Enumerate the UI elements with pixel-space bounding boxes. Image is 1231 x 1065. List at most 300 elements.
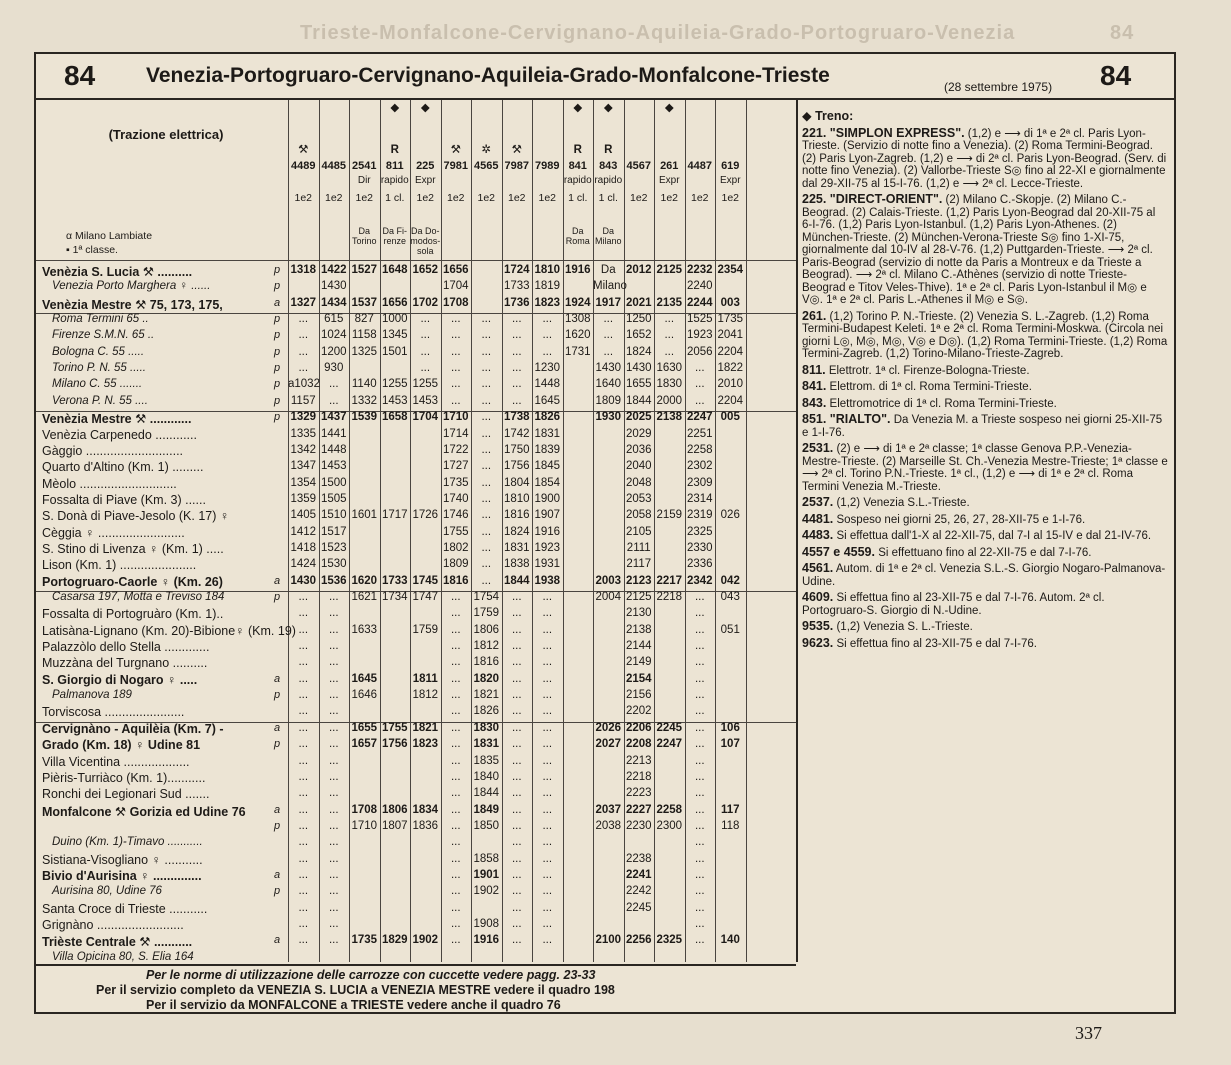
time-cell: 042 xyxy=(720,574,740,587)
time-cell: ... xyxy=(298,313,309,326)
station-name: Mèolo ............................ xyxy=(42,476,177,491)
station-name: Aurisina 80, Udine 76 xyxy=(52,885,162,898)
time-cell: 1430 xyxy=(290,574,317,587)
column-class: 1e2 xyxy=(324,192,343,204)
time-cell: ... xyxy=(450,394,461,407)
train-note-heading: 2537. xyxy=(802,495,834,509)
time-cell: 2029 xyxy=(625,427,652,440)
time-cell: ... xyxy=(694,640,705,653)
time-cell: ... xyxy=(450,623,461,636)
time-cell: 2040 xyxy=(625,460,652,473)
time-cell: 1158 xyxy=(351,329,377,342)
time-cell: 2244 xyxy=(686,296,713,309)
train-note-heading: 4609. xyxy=(802,590,834,604)
station-name: Torviscosa ....................... xyxy=(42,705,185,720)
train-note-heading: 261. xyxy=(802,308,827,323)
column-origin: Da Fi-renze xyxy=(382,226,407,246)
time-cell: 1816 xyxy=(503,509,530,522)
time-cell: ... xyxy=(511,721,522,734)
column-train-number: 7987 xyxy=(504,160,529,172)
time-cell: 1308 xyxy=(564,313,591,326)
time-cell: ... xyxy=(450,640,461,653)
station-name: Fossalta di Piave (Km. 3) ...... xyxy=(42,492,206,507)
time-cell: 2204 xyxy=(717,345,744,358)
column-symbol: ✲ xyxy=(481,144,492,156)
time-cell: 2251 xyxy=(686,427,713,440)
arrival-departure-marker: a xyxy=(274,296,281,309)
time-cell: ... xyxy=(328,819,339,832)
time-cell: 1829 xyxy=(381,934,408,947)
time-cell: 2053 xyxy=(625,492,652,505)
time-cell: 1738 xyxy=(503,411,530,424)
train-note-text: (1,2) Torino P. N.-Trieste. (2) Venezia S. L.-Zagreb. (1,2) Roma Termini-Budapest Keleti. 1ª e 2ª cl. Roma Termini-Moskwa. (Circola nei giorni L◎, M◎, M◎, V◎ e D◎). (1,2) Roma Termini-Trieste. (1,2) Roma Termini-Zagreb. (1,2) Torino-Milano-Trieste-Zagreb. xyxy=(802,310,1168,360)
time-cell: 2330 xyxy=(686,541,713,554)
time-cell: 1434 xyxy=(320,296,347,309)
train-note-text: Si effettua dall'1-X al 22-XII-75, dal 7-I al 15-IV e dal 21-IV-76. xyxy=(833,530,1152,542)
time-cell: 2202 xyxy=(625,705,652,718)
time-cell: ... xyxy=(420,362,431,375)
column-symbol: R xyxy=(573,144,582,156)
time-cell: ... xyxy=(664,329,675,342)
time-cell: 2100 xyxy=(595,934,622,947)
ghost-header-right: 84 xyxy=(1110,22,1135,44)
column-class: 1e2 xyxy=(721,192,740,204)
time-cell: ... xyxy=(542,640,553,653)
time-cell: 1250 xyxy=(625,313,652,326)
footer-line-1: Per le norme di utilizzazione delle carrozze con cuccette vedere pagg. 23-33 xyxy=(146,968,596,982)
time-cell: ... xyxy=(542,901,553,914)
train-note xyxy=(802,364,1168,378)
column-top-marker: ◆ xyxy=(420,102,430,114)
time-cell: ... xyxy=(420,345,431,358)
time-cell: 1714 xyxy=(442,427,469,440)
time-cell: 1727 xyxy=(442,460,469,473)
time-cell: 1735 xyxy=(442,476,469,489)
time-cell: 2325 xyxy=(686,525,713,538)
footer-line-3: Per il servizio da MONFALCONE a TRIESTE vedere anche il quadro 76 xyxy=(146,998,561,1012)
time-cell: 1000 xyxy=(381,313,408,326)
time-cell: 1923 xyxy=(686,329,713,342)
table-header xyxy=(36,54,1174,100)
time-cell: ... xyxy=(694,378,705,391)
time-cell: 2156 xyxy=(625,689,652,702)
time-cell: 2258 xyxy=(656,803,683,816)
time-cell: 1759 xyxy=(412,623,439,636)
arrival-departure-marker: p xyxy=(274,378,281,391)
train-note-heading: 4557 e 4559. xyxy=(802,544,875,559)
time-cell: ... xyxy=(694,721,705,734)
train-note-text: Da Venezia M. a Trieste sospeso nei giorni 25-XII-75 e 1-I-76. xyxy=(802,414,1163,439)
time-cell: 2027 xyxy=(595,738,622,751)
time-cell: 2245 xyxy=(656,721,683,734)
time-cell: 1657 xyxy=(351,738,378,751)
column-symbol: R xyxy=(390,144,399,156)
time-cell: ... xyxy=(542,934,553,947)
time-cell: ... xyxy=(328,394,339,407)
time-cell: 1453 xyxy=(320,460,347,473)
time-cell: ... xyxy=(450,689,461,702)
time-cell: 1325 xyxy=(351,345,378,358)
station-name: Grignàno ......................... xyxy=(42,918,184,932)
time-cell: ... xyxy=(511,313,522,326)
time-cell: 1902 xyxy=(473,885,500,898)
time-cell: 1821 xyxy=(473,689,500,702)
time-cell: ... xyxy=(511,836,522,849)
time-cell: 2004 xyxy=(595,591,622,603)
train-note-heading: 9623. xyxy=(802,635,834,650)
train-note xyxy=(802,620,1168,634)
time-cell: 2300 xyxy=(656,819,683,832)
column-train-type: rapido xyxy=(594,175,623,186)
column-symbol: ⚒ xyxy=(511,144,522,156)
column-origin: Da Do-modos-sola xyxy=(410,226,441,256)
station-name: Cervignàno - Aquilèia (Km. 7) - xyxy=(42,721,224,736)
time-cell: 1838 xyxy=(503,558,530,571)
time-cell: ... xyxy=(450,591,461,603)
time-cell: 2048 xyxy=(625,476,652,489)
train-note-text: Si effettua fino al 23-XII-75 e dal 7-I-76. Autom. 2ª cl. Portogruaro-S. Giorgio di N.-Udine. xyxy=(802,592,1105,617)
time-cell: ... xyxy=(542,656,553,669)
time-cell: ... xyxy=(450,378,461,391)
time-cell: 2111 xyxy=(626,541,651,554)
time-cell: ... xyxy=(298,754,309,767)
time-cell: 1708 xyxy=(442,296,469,309)
time-cell: 1854 xyxy=(534,476,561,489)
time-cell: 1824 xyxy=(503,525,530,538)
time-cell: ... xyxy=(450,329,461,342)
column-train-type: Expr xyxy=(414,175,436,186)
time-cell: ... xyxy=(694,362,705,375)
time-cell: 1523 xyxy=(320,541,347,554)
time-cell: ... xyxy=(542,868,553,881)
time-cell: ... xyxy=(481,345,492,358)
time-cell: ... xyxy=(328,803,339,816)
time-cell: 2159 xyxy=(656,509,683,522)
time-cell: 1652 xyxy=(412,264,439,276)
train-note-heading: 9535. xyxy=(802,619,834,633)
time-cell: ... xyxy=(328,640,339,653)
time-cell: 1536 xyxy=(320,574,347,587)
time-cell: ... xyxy=(664,313,675,326)
time-cell: 1756 xyxy=(503,460,530,473)
time-cell: 1821 xyxy=(412,721,439,734)
time-cell: 2041 xyxy=(717,329,744,342)
time-cell: ... xyxy=(481,443,492,456)
page-number: 337 xyxy=(1075,1023,1102,1043)
time-cell: 1839 xyxy=(534,443,561,456)
column-train-number: 811 xyxy=(385,160,404,172)
time-cell: ... xyxy=(542,803,553,816)
time-cell: 1831 xyxy=(503,541,530,554)
train-note-text: (2) e ⟶ di 1ª e 2ª classe; 1ª classe Genova P.P.-Venezia-Mestre-Trieste. (2) Marseille St. Ch.-Venezia Mestre-Trieste; 1ª classe e ⟶ 2ª cl. Torino P.N.-Trieste. 1ª cl., (1,2) e ⟶ di 1ª e 2ª cl. Roma Termini Venezia M.-Trieste. xyxy=(802,443,1168,493)
arrival-departure-marker: p xyxy=(274,411,281,424)
time-cell: 1747 xyxy=(412,591,439,603)
time-cell: 2154 xyxy=(625,672,652,685)
time-cell: ... xyxy=(511,705,522,718)
station-name: Venèzia Mestre ⚒ ............ xyxy=(42,412,192,427)
train-note-heading: 851. "RIALTO". xyxy=(802,412,891,426)
time-cell: ... xyxy=(694,852,705,865)
time-cell: 2336 xyxy=(686,558,713,571)
time-cell: 2144 xyxy=(625,640,652,653)
train-note-text: (2) Milano C.-Skopje. (2) Milano C.-Beograd. (2) Calais-Trieste. (1,2) Paris Lyon-Beograd dal 20-XII-75 al 6-I-76. (1,2) Paris Lyon-Istanbul. (1,2) Paris Lyon-Athenes. (2) München-Trieste. (2) München-Verona-Trieste S◎ fino 1-XI-75, giornalmente dal 10-IV al 28-V-76. (1,2) Puttgarden-Trieste. ⟶ 2ª cl. Paris-Beograd (servizio di notte da Paris a Montreux e da Trieste a Beograd). ⟶ 2ª cl. Milano C.-Athènes (servizio di notte Trieste-Beograd e Titov Veles-Thive). 1ª e 2ª cl. Paris Lyon-Istanbul il M◎ e V◎. 1ª e 2ª cl. Paris L.-Athenes il M◎ e S◎. xyxy=(802,194,1156,306)
time-cell: 2012 xyxy=(625,264,652,276)
time-cell: 2241 xyxy=(625,868,652,881)
time-cell: 2123 xyxy=(625,574,652,587)
time-cell: ... xyxy=(511,885,522,898)
time-cell: 1907 xyxy=(534,509,561,522)
time-cell: 1332 xyxy=(351,394,378,407)
time-cell: ... xyxy=(298,329,309,342)
time-cell: ... xyxy=(481,525,492,538)
time-cell: 1704 xyxy=(412,411,439,424)
arrival-departure-marker: p xyxy=(274,362,281,375)
column-class: 1 cl. xyxy=(385,192,405,204)
train-note-text: (1,2) e ⟶ di 1ª e 2ª cl. Paris Lyon-Trieste. (Servizio di notte fino a Venezia). (2) Roma Termini-Beograd. (2) Paris Lyon-Zagreb. (1,2) e ⟶ di 2ª cl. Paris Lyon-Beograd. (Serv. di notte fino Venezia). (2) Vallorbe-Trieste S◎ fino al 22-XI e giornalmente dal 29-XII-75 al 15-I-76. (1,2) e ⟶ 2ª cl. Lecce-Trieste. xyxy=(802,127,1167,190)
column-train-number: 843 xyxy=(599,160,618,172)
station-name: Ronchi dei Legionari Sud ....... xyxy=(42,787,210,802)
time-cell: ... xyxy=(328,885,339,898)
arrival-departure-marker: p xyxy=(274,280,281,293)
train-note xyxy=(802,442,1168,493)
time-cell: 2003 xyxy=(595,574,622,587)
time-cell: 1740 xyxy=(442,492,469,505)
table-number-left: 84 xyxy=(64,60,96,91)
train-note xyxy=(802,591,1168,617)
time-cell: 1354 xyxy=(290,476,317,489)
time-cell: ... xyxy=(694,819,705,832)
column-class: 1e2 xyxy=(538,192,557,204)
arrival-departure-marker: p xyxy=(274,819,281,832)
time-cell: ... xyxy=(481,313,492,326)
time-cell: ... xyxy=(328,754,339,767)
station-name: Cèggia ♀ ......................... xyxy=(42,525,185,540)
time-cell: 1812 xyxy=(473,640,500,653)
time-cell: 1329 xyxy=(290,411,317,424)
train-note-text: Sospeso nei giorni 25, 26, 27, 28-XII-75 e 1-I-76. xyxy=(833,513,1086,526)
station-name: Sistiana-Visogliano ♀ ........... xyxy=(42,852,203,867)
column-class: 1 cl. xyxy=(568,192,588,204)
time-cell: 1916 xyxy=(564,264,591,276)
time-cell: 1823 xyxy=(534,296,561,309)
time-cell: 2223 xyxy=(625,787,652,800)
time-cell: 107 xyxy=(720,738,740,751)
time-cell: 1430 xyxy=(320,280,347,293)
time-cell: ... xyxy=(328,623,339,636)
column-train-number: 619 xyxy=(721,160,740,172)
time-cell: 1806 xyxy=(381,803,408,816)
column-class: 1e2 xyxy=(507,192,526,204)
time-cell: ... xyxy=(328,934,339,947)
train-note-heading: 841. xyxy=(802,379,827,393)
timetable-frame xyxy=(34,52,1176,1014)
time-cell: 1908 xyxy=(473,918,500,930)
time-cell: 2038 xyxy=(595,819,622,832)
time-cell: ... xyxy=(542,591,553,603)
time-cell: ... xyxy=(511,787,522,800)
time-cell: 1200 xyxy=(320,345,347,358)
time-cell: Milano xyxy=(593,280,627,293)
station-name: S. Donà di Piave-Jesolo (K. 17) ♀ xyxy=(42,509,230,524)
time-cell: ... xyxy=(694,394,705,407)
time-cell: 1448 xyxy=(534,378,561,391)
time-cell: ... xyxy=(542,819,553,832)
time-cell: ... xyxy=(694,705,705,718)
station-name: Fossalta di Portogruàro (Km. 1).. xyxy=(42,607,224,622)
time-cell: 1802 xyxy=(442,541,469,554)
time-cell: ... xyxy=(450,836,461,849)
column-train-number: 2541 xyxy=(352,160,377,172)
time-cell: 1924 xyxy=(564,296,591,309)
train-note xyxy=(802,310,1168,361)
station-name: Quarto d'Altino (Km. 1) ......... xyxy=(42,460,204,475)
time-cell: ... xyxy=(450,852,461,865)
time-cell: 1930 xyxy=(595,411,622,424)
time-cell: 1746 xyxy=(442,509,469,522)
time-cell: 1505 xyxy=(320,492,347,505)
time-cell: 2037 xyxy=(595,803,622,816)
time-cell: 1646 xyxy=(351,689,378,702)
time-cell: 1917 xyxy=(595,296,622,309)
time-cell: 1418 xyxy=(290,541,317,554)
time-cell: ... xyxy=(511,868,522,881)
column-class: 1e2 xyxy=(416,192,435,204)
time-cell: ... xyxy=(298,738,309,751)
time-cell: 1822 xyxy=(717,362,744,375)
column-train-number: 841 xyxy=(568,160,587,172)
time-cell: ... xyxy=(298,770,309,783)
time-cell: 1648 xyxy=(381,264,408,276)
time-cell: 2325 xyxy=(656,934,683,947)
time-cell: ... xyxy=(511,362,522,375)
time-cell: 1722 xyxy=(442,443,469,456)
column-top-marker: ◆ xyxy=(664,102,674,114)
time-cell: ... xyxy=(481,541,492,554)
column-origin: Da Roma xyxy=(565,226,590,246)
train-note xyxy=(802,513,1168,527)
time-cell: 1754 xyxy=(473,591,500,603)
train-note xyxy=(802,380,1168,394)
time-cell: a1032 xyxy=(288,378,320,391)
arrival-departure-marker: p xyxy=(274,885,281,898)
time-cell: ... xyxy=(511,852,522,865)
column-train-number: 4489 xyxy=(291,160,316,172)
time-cell: ... xyxy=(328,738,339,751)
time-cell: 140 xyxy=(720,934,740,947)
train-note-text: Elettromotrice di 1ª cl. Roma Termini-Trieste. xyxy=(826,397,1057,410)
train-note xyxy=(802,529,1168,543)
time-cell: 1806 xyxy=(473,623,500,636)
time-cell: ... xyxy=(694,868,705,881)
arrival-departure-marker: p xyxy=(274,394,281,407)
time-cell: 1640 xyxy=(595,378,622,391)
time-cell: 1345 xyxy=(381,329,408,342)
time-cell: ... xyxy=(664,345,675,358)
time-cell: 1938 xyxy=(534,574,561,587)
time-cell: ... xyxy=(694,656,705,669)
time-cell: ... xyxy=(694,591,705,603)
time-cell: ... xyxy=(511,329,522,342)
column-train-number: 261 xyxy=(660,160,679,172)
time-cell: ... xyxy=(450,918,461,930)
time-cell: ... xyxy=(694,803,705,816)
time-cell: 1745 xyxy=(412,574,439,587)
time-cell: ... xyxy=(450,672,461,685)
time-cell: ... xyxy=(542,313,553,326)
arrival-departure-marker: a xyxy=(274,721,281,734)
time-cell: 1335 xyxy=(290,427,317,440)
time-cell: ... xyxy=(298,868,309,881)
column-class: 1e2 xyxy=(629,192,648,204)
column-origin: Da Milano xyxy=(594,226,622,246)
arrival-departure-marker: a xyxy=(274,868,281,881)
station-name: Venèzia Mestre ⚒ 75, 173, 175, xyxy=(42,297,223,312)
time-cell: 2230 xyxy=(625,819,652,832)
time-cell: ... xyxy=(481,378,492,391)
time-cell: ... xyxy=(542,329,553,342)
time-cell: ... xyxy=(542,885,553,898)
time-cell: ... xyxy=(450,868,461,881)
time-cell: 2138 xyxy=(656,411,683,424)
time-cell: 2309 xyxy=(686,476,713,489)
time-cell: 1412 xyxy=(290,525,317,538)
time-cell: 1655 xyxy=(625,378,652,391)
column-train-number: 7981 xyxy=(443,160,468,172)
train-note-heading: 4481. xyxy=(802,511,834,526)
time-cell: 1710 xyxy=(351,819,378,832)
time-cell: 1537 xyxy=(351,296,378,309)
time-cell: 1836 xyxy=(412,819,439,832)
time-cell: 1437 xyxy=(320,411,347,424)
time-cell: 2125 xyxy=(656,264,683,276)
time-cell: 2258 xyxy=(686,443,713,456)
train-note xyxy=(802,193,1168,307)
time-cell: 1255 xyxy=(412,378,439,391)
station-name: Venèzia Carpenedo ............ xyxy=(42,427,197,442)
time-cell: 1845 xyxy=(534,460,561,473)
time-cell: ... xyxy=(450,705,461,718)
time-cell: 1844 xyxy=(503,574,530,587)
time-cell: Da xyxy=(600,264,616,276)
time-cell: 1652 xyxy=(625,329,652,342)
time-cell: 2218 xyxy=(656,591,683,603)
time-cell: 2217 xyxy=(656,574,683,587)
column-divider xyxy=(715,100,716,962)
train-note-text: Autom. di 1ª e 2ª cl. Venezia S.L.-S. Giorgio Nogaro-Palmanova-Udine. xyxy=(802,563,1166,588)
station-name: Roma Termini 65 .. xyxy=(52,313,149,326)
column-class: 1e2 xyxy=(477,192,496,204)
time-cell: 1630 xyxy=(656,362,683,375)
column-train-type: rapido xyxy=(563,175,592,186)
time-cell: 2130 xyxy=(625,607,652,620)
table-date: (28 settembre 1975) xyxy=(944,80,1053,94)
time-cell: ... xyxy=(694,918,705,930)
time-cell: ... xyxy=(298,591,309,603)
time-cell: 1424 xyxy=(290,558,317,571)
time-cell: ... xyxy=(694,689,705,702)
time-cell: 005 xyxy=(720,411,740,424)
station-name: Lison (Km. 1) ...................... xyxy=(42,558,197,573)
time-cell: 615 xyxy=(324,313,344,326)
time-cell: 1710 xyxy=(442,411,469,424)
arrival-departure-marker: a xyxy=(274,574,281,587)
time-cell: 1819 xyxy=(534,280,561,293)
footer-notes xyxy=(36,964,796,1014)
time-cell: 1742 xyxy=(503,427,530,440)
ghost-header xyxy=(0,22,1231,44)
time-cell: 1539 xyxy=(351,411,378,424)
station-name: S. Giorgio di Nogaro ♀ ..... xyxy=(42,672,198,687)
